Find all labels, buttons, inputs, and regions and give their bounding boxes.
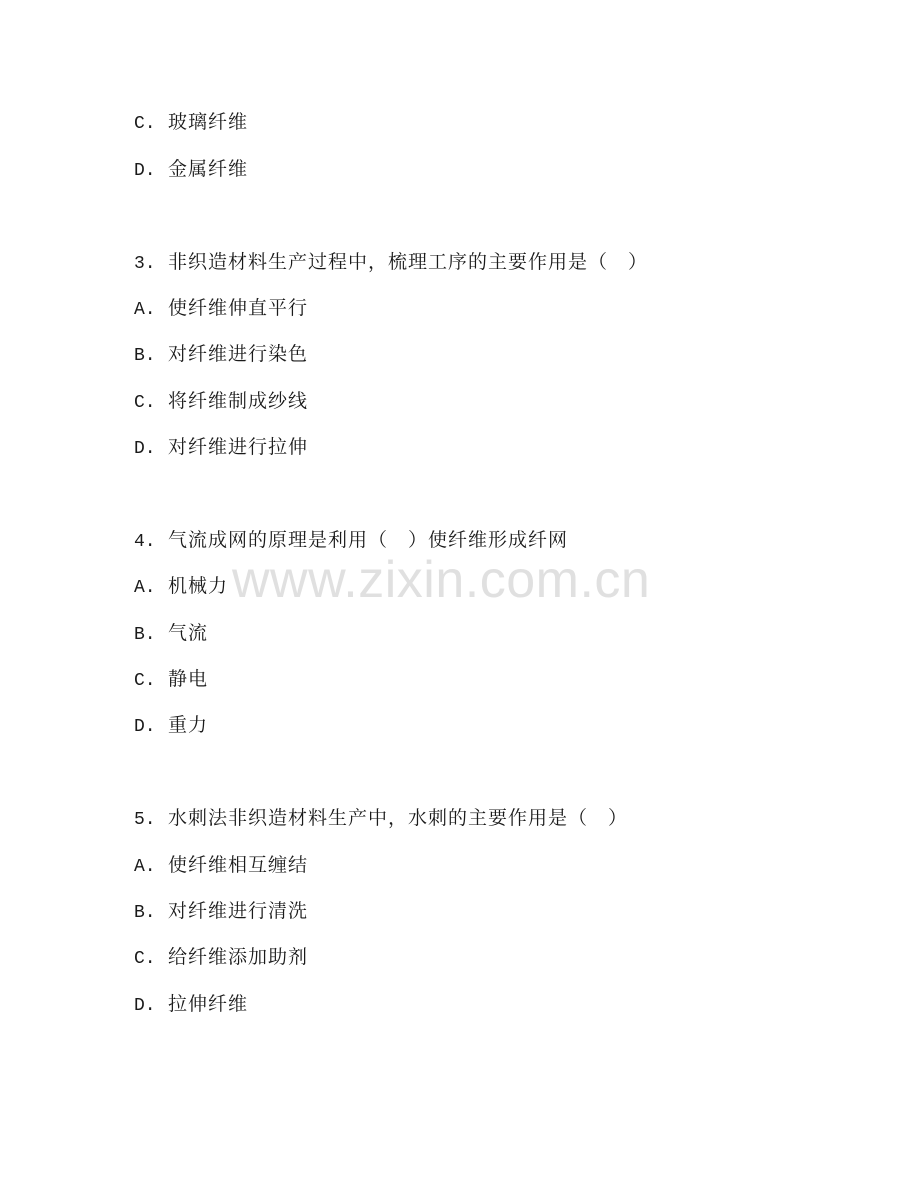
option-text: 气流 [168, 622, 209, 644]
option-text: 玻璃纤维 [168, 111, 249, 133]
option-text: 对纤维进行拉伸 [168, 436, 309, 458]
option-text: 将纤维制成纱线 [168, 390, 309, 412]
q3-option-c [134, 387, 308, 415]
option-text: 对纤维进行染色 [168, 343, 309, 365]
question-text: 气流成网的原理是利用（ ）使纤维形成纤网 [168, 529, 569, 551]
q5-option-c [134, 943, 308, 971]
option-label: D. [134, 439, 156, 459]
option-label: A. [134, 300, 156, 320]
option-label: C. [134, 393, 156, 413]
option-text: 给纤维添加助剂 [168, 946, 309, 968]
q3-option-b [134, 340, 308, 368]
option-text: 机械力 [168, 575, 229, 597]
question-text: 水刺法非织造材料生产中，水刺的主要作用是（ ） [168, 807, 629, 829]
option-label: B. [134, 625, 156, 645]
question-number: 3. [134, 254, 156, 274]
option-label: C. [134, 949, 156, 969]
option-label: A. [134, 857, 156, 877]
option-text: 静电 [168, 668, 209, 690]
question-text: 非织造材料生产过程中，梳理工序的主要作用是（ ） [168, 251, 649, 273]
option-label: D. [134, 717, 156, 737]
q5-option-d [134, 990, 248, 1018]
option-label: B. [134, 346, 156, 366]
option-label: C. [134, 114, 156, 134]
option-text: 使纤维相互缠结 [168, 854, 309, 876]
q3-option-a [134, 294, 308, 322]
q5-stem [134, 804, 628, 832]
option-label: A. [134, 578, 156, 598]
q5-option-a [134, 851, 308, 879]
option-text: 拉伸纤维 [168, 993, 249, 1015]
q2-option-d [134, 155, 248, 183]
question-number: 5. [134, 810, 156, 830]
option-text: 金属纤维 [168, 158, 249, 180]
q4-option-c [134, 665, 208, 693]
option-text: 对纤维进行清洗 [168, 900, 309, 922]
option-text: 使纤维伸直平行 [168, 297, 309, 319]
option-label: D. [134, 996, 156, 1016]
q3-option-d [134, 433, 308, 461]
option-text: 重力 [168, 714, 209, 736]
option-label: D. [134, 161, 156, 181]
option-label: B. [134, 903, 156, 923]
q3-stem [134, 248, 648, 276]
option-label: C. [134, 671, 156, 691]
q4-option-a [134, 572, 228, 600]
q4-option-b [134, 619, 208, 647]
q2-option-c [134, 108, 248, 136]
watermark: www.zixin.com.cn [232, 551, 651, 609]
q4-option-d [134, 711, 208, 739]
q4-stem [134, 526, 568, 554]
question-number: 4. [134, 532, 156, 552]
q5-option-b [134, 897, 308, 925]
